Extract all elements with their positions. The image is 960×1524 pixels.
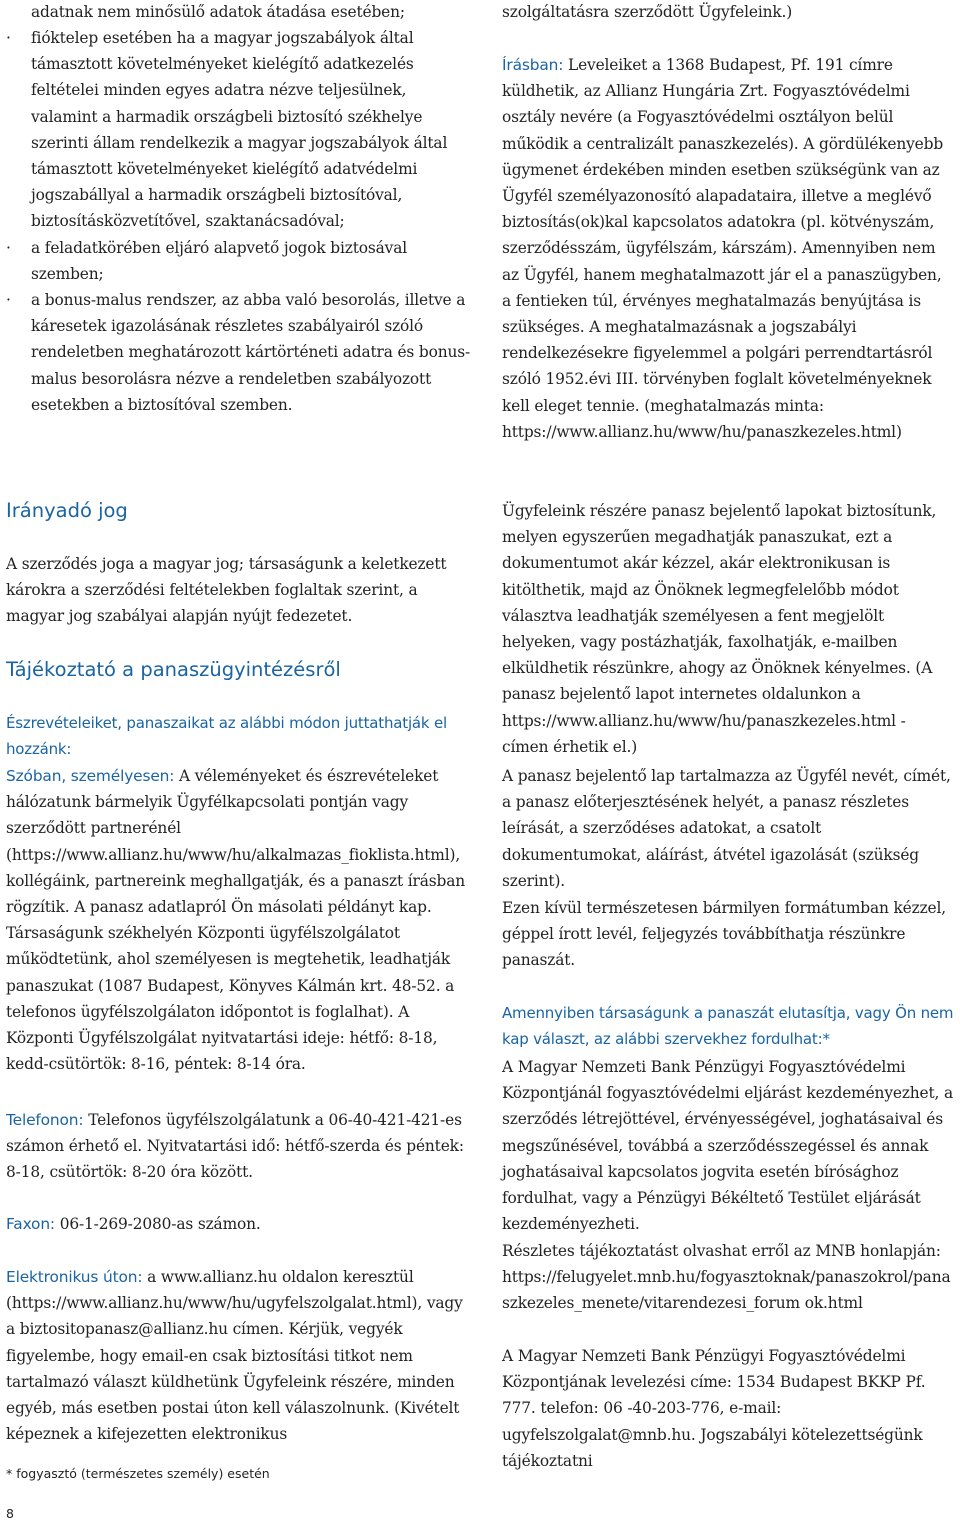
fax-paragraph (6, 1211, 468, 1237)
bullet-mark: · (6, 291, 11, 310)
bullet-mark: · (6, 238, 11, 257)
phone-paragraph (6, 1107, 468, 1186)
bullet-text: a bonus-malus rendszer, az abba való besorolás, illetve a káresetek igazolásának részletes szabályairól szóló rendeletben meghatározott kártörténeti adatra és bonus-malus besorolásra nézve a rendeletben szabályozott esetekben a biztosítóval szemben. (31, 291, 471, 414)
subheading-rejection: Amennyiben társaságunk a panaszát elutasítja, vagy Ön nem kap választ, az alábbi szervekhez fordulhat:* (502, 1004, 954, 1048)
phone-label: Telefonon: (6, 1111, 84, 1129)
bullet-mark: · (6, 29, 11, 47)
list-item (6, 287, 476, 418)
fax-label: Faxon: (6, 1215, 55, 1233)
mnb-address-paragraph: A Magyar Nemzeti Bank Pénzügyi Fogyasztóvédelmi Központjának levelezési címe: 1534 Budapest BKKP Pf. 777. telefon: 06 -40-203-776, e-mail: ugyfelszolgalat@mnb.hu. Jogszabályi kötelezettségünk tájékoztatni (502, 1347, 926, 1470)
oral-label: Szóban, személyesen: (6, 767, 175, 785)
oral-paragraph (6, 763, 468, 1077)
bullet-text: a feladatkörében eljáró alapvető jogok biztosával szemben; (31, 238, 407, 283)
intro-line: adatnak nem minősülő adatok átadása esetében; (31, 3, 405, 21)
law-paragraph: A szerződés joga a magyar jog; társaságunk a keletkezett károkra a szerződési feltételekben foglaltak szerint, a magyar jog szabályai alapján nyújt fedezetet. (6, 555, 447, 626)
mnb-paragraph: A Magyar Nemzeti Bank Pénzügyi Fogyasztóvédelmi Központjánál fogyasztóvédelmi eljárást kezdeményezhet, a szerződés létrejöttével, érvényességével, joghatásaival és megszűnésével, továbbá a szerződésszegéssel és annak joghatásaival kapcsolatos jogvita esetén bírósághoz fordulhat, vagy a Pénzügyi Békéltető Testület eljárását kezdeményezheti. (502, 1058, 954, 1234)
bullet-text: fióktelep esetében ha a magyar jogszabályok által támasztott követelményeket kielégítő adatkezelés feltételei minden egyes adatra nézve teljesülnek, valamint a harmadik országbeli biztosító székhelye szerinti állam rendelkezik a magyar jogszabályok által támasztott követelményeket kielégítő adatvédelmi jogszabállyal a harmadik országbeli biztosítóval, biztosításközvetítővel, szaktanácsadóval; (31, 29, 448, 231)
other-forms-paragraph: Ezen kívül természetesen bármilyen formátumban kézzel, géppel írott levél, feljegyzés továbbíthatja részünkre panaszát. (502, 899, 947, 970)
page-number: 8 (6, 1506, 14, 1521)
list-item (6, 25, 476, 235)
oral-text: A véleményeket és észrevételeket hálózatunk bármelyik Ügyfélkapcsolati pontján vagy szerződött partnerénél (https://www.allianz.hu/www/hu/alkalmazas_fioklista.html), kollégáink, partnereink meghallgatják, és a panaszt írásban rögzítik. A panasz adatlapról Ön másolati példányt kap. Társaságunk székhelyén Központi ügyfélszolgálatot működtetünk, ahol személyesen is megtehetik, leadhatják panaszukat (1087 Budapest, Könyves Kálmán krt. 48-52. a telefonos ügyfélszolgálaton időpontot is foglalhat). A Központi Ügyfélszolgálat nyitvatartási ideje: hétfő: 8-18, kedd-csütörtök: 8-16, péntek: 8-14 óra. (6, 767, 465, 1074)
written-paragraph (502, 52, 954, 445)
electronic-text: a www.allianz.hu oldalon keresztül (https://www.allianz.hu/www/hu/ugyfelszolgalat.html), vagy a biztositopanasz@allianz.hu címen. Kérjük, vegyék figyelembe, hogy email-en csak biztosítási titkot nem tartalmazó választ küldhetünk Ügyfeleink részére, minden egyéb, más esetben postai úton kell válaszolnunk. (Kivételt képeznek a kifejezetten elektronikus (6, 1268, 463, 1444)
electronic-label: Elektronikus úton: (6, 1268, 143, 1286)
written-text: Leveleiket a 1368 Budapest, Pf. 191 címre küldhetik, az Allianz Hungária Zrt. Fogyasztóvédelmi osztály nevére (a Fogyasztóvédelmi osztályon belül működik a centralizált panaszkezelés). A gördülékenyebb ügymenet érdekében minden esetben szükségünk van az Ügyfél személyazonosító alapadataira, illetve a meglévő biztosítás(ok)kal kapcsolatos adatokra (pl. kötvényszám, szerződésszám, ügyfélszám, kárszám). Amennyiben nem az Ügyfél, hanem meghatalmazott jár el a panaszügyben, a fentieken túl, érvényes meghatalmazás benyújtása is szükséges. A meghatalmazásnak a jogszabályi rendelkezésekre figyelemmel a polgári perrendtartásról szóló 1952.évi III. törvényben foglalt követelményeknek kell eleget tennie. (meghatalmazás minta: https://www.allianz.hu/www/hu/panaszkezeles.html) (502, 56, 944, 441)
heading-complaint-handling: Tájékoztató a panaszügyintézésről (6, 658, 341, 681)
bullet-list (6, 25, 476, 418)
fax-text: 06-1-269-2080-as számon. (54, 1215, 261, 1233)
subheading-complaint-ways: Észrevételeiket, panaszaikat az alábbi módon juttathatják el hozzánk: (6, 714, 447, 758)
mnb-info-paragraph: Részletes tájékoztatást olvashat erről az MNB honlapján: https://felugyelet.mnb.hu/fogyasztoknak/panaszokrol/panaszkezeles_menete/vitarendezesi_forum ok.html (502, 1242, 951, 1313)
footnote: * fogyasztó (természetes személy) esetén (6, 1466, 270, 1481)
form-contents-paragraph: A panasz bejelentő lap tartalmazza az Ügyfél nevét, címét, a panasz előterjesztésének helyét, a panasz részletes leírását, a szerződéses adatokat, a csatolt dokumentumokat, aláírást, átvétel igazolását (szükség szerint). (502, 767, 951, 890)
continued-line: szolgáltatásra szerződött Ügyfeleink.) (502, 3, 793, 21)
heading-governing-law: Irányadó jog (6, 499, 128, 522)
phone-text: Telefonos ügyfélszolgálatunk a 06-40-421-421-es számon érhető el. Nyitvatartási idő: hétfő-szerda és péntek: 8-18, csütörtök: 8-20 óra között. (6, 1111, 464, 1182)
written-label: Írásban: (502, 56, 564, 74)
electronic-paragraph (6, 1264, 468, 1447)
list-item (6, 235, 476, 287)
complaint-form-paragraph: Ügyfeleink részére panasz bejelentő lapokat biztosítunk, melyen egyszerűen megadhatják panaszukat, ezt a dokumentumot akár kézzel, akár elektronikusan is kitölthetik, majd az Önöknek legmegfelelőbb módot választva leadhatják személyesen a fent megjelölt helyeken, vagy postázhatják, faxolhatják, e-mailben elküldhetik részünkre, ahogy az Önöknek kényelmes. (A panasz bejelentő lapot internetes oldalunkon a https://www.allianz.hu/www/hu/panaszkezeles.html - címen érhetik el.) (502, 502, 937, 756)
